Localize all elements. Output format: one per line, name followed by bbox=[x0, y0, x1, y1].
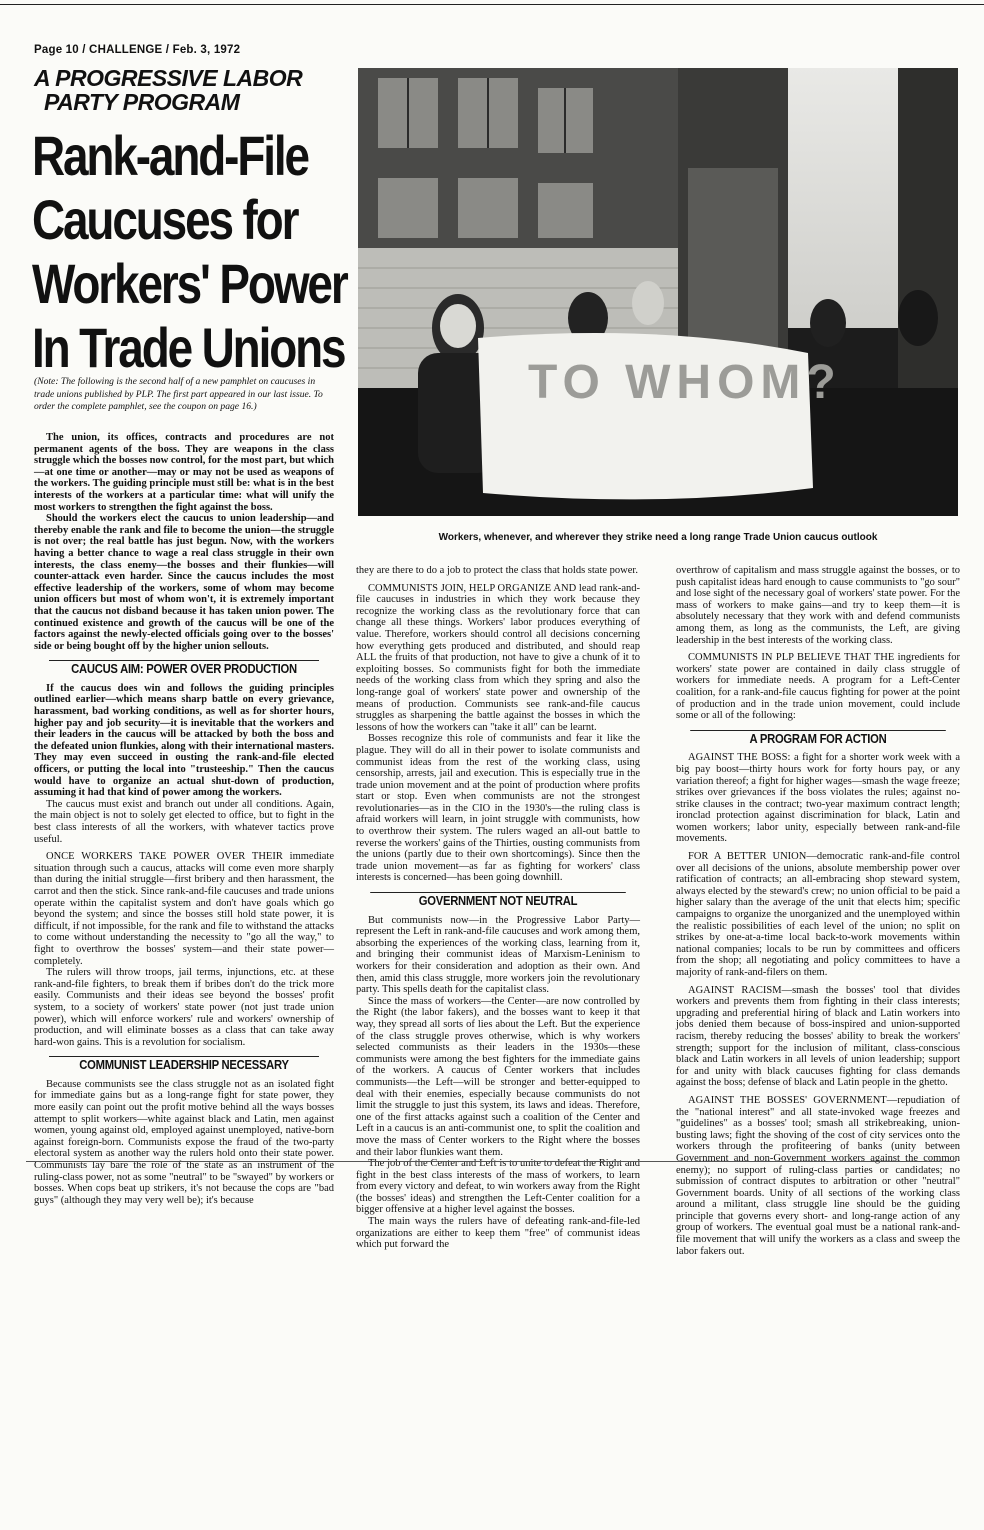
editor-note: (Note: The following is the second half of a new pamphlet on caucuses in trade unions published by PLP. The first part appeared in our last issue. To order the complete pamphlet, see the coupon on page 16.) bbox=[34, 376, 323, 413]
col1-paragraph: Because communists see the class struggle not as an isolated fight for immediate gains but as a long-range fight for state power, they more easily can point out the profit motive behind all the ways bosses attempt to split workers—white against black and Latin, men against women, young against old, employed against unemployed, native-born against foreign-born. Communists expose the fraud of the two-party electoral system as another way the rulers hold onto their state power. Communists lay bare the role of the state as an instrument of the ruling-class power, not as some "neutral" to be "swayed" by workers or bosses. When cops beat up strikers, it's not because the cops are "bad guys" (although they may very well be); it's because bbox=[34, 1078, 334, 1206]
col3-paragraph: AGAINST RACISM—smash the bosses' tool that divides workers and prevents them from fighting in their class interests; upgrading and preferential hiring of black and Latin workers into jobs denied them because of boss-inspired and union-supported racism, thereby reducing the bosses' ability to break the workers' strength; support for the inclusion of militant, class-conscious black and Latin workers in all levels of union leadership; support for and unity with black caucuses fighting for class demands against the boss; defense of black and Latin people in the ghetto. bbox=[676, 984, 960, 1089]
col2-paragraph: Since the mass of workers—the Center—are now controlled by the Right (the labor fakers), and the bosses want to keep it that way, they spread all sorts of lies about the Left. But the experience of the class struggle proves otherwise, which is why workers selected communists as their leaders in the 1930s—these communists were among the best fighters for the immediate gains of the workers. A caucus of Center workers that includes communists—the Left—will be stronger and better-equipped to deal with their enemies, especially because communists do not limit the struggle to just this system, its laws and ideas. Therefore, one of the first attacks against such a coalition of the Center and Left in a caucus is an anti-communist one, to split the coalition and move the mass of Center workers to the Right where the bosses and their labor flunkies want them. bbox=[356, 995, 640, 1158]
col2-paragraph: COMMUNISTS JOIN, HELP ORGANIZE AND lead rank-and-file caucuses in industries in which they work because they recognize the working class as the revolutionary force that can change all these things. Workers' labor produces everything of value. Therefore, workers should control all decisions concerning how everything gets produced and distributed, and should reap ALL the fruits of that production, not have to give a chunk of it to exploiting bosses. So communists fight for both the immediate needs of the working class from which they spring and also the long-range goal of workers' state power and ownership of the means of production. Communists see rank-and-file caucus struggles as sharpening the battle against the bosses in which the lessons of how the workers can "take it all" can be learnt. bbox=[356, 582, 640, 733]
col1-paragraph: The union, its offices, contracts and procedures are not permanent agents of the boss. They are weapons in the class struggle which the bosses now control, for the most part, but which—at one time or another—may or may not be used as weapons of the workers. The guiding principle must still be: what is in the best interests of the workers at a particular time: what will unify the most workers to strengthen the fight against the boss. bbox=[34, 432, 334, 513]
subhead-caucus-aim: CAUCUS AIM: POWER OVER PRODUCTION bbox=[49, 660, 319, 676]
col3-paragraph: AGAINST THE BOSS: a fight for a shorter work week with a big pay boost—thirty hours work for forty hours pay, or any variation thereof; a fight for higher wages—smash the wage freeze; strikes over grievances if the boss violates the rules; against no-strike clauses in the contract; two-year maximum contract length; ironclad protection against discrimination for black, Latin and women workers; labor unity, especially between rank-and-file movements. bbox=[676, 752, 960, 845]
subhead-government-not-neutral: GOVERNMENT NOT NEUTRAL bbox=[370, 892, 626, 908]
col2-paragraph: The main ways the rulers have of defeating rank-and-file-led organizations are either to keep them "free" of communist ideas which put forward the bbox=[356, 1216, 640, 1251]
col2-paragraph: Bosses recognize this role of communists and fear it like the plague. They will do all in their power to isolate communists and communist ideas from the rest of the working class, using censorship, arrests, jail and execution. This is especially true in the trade union movement and at the point of production where profits start or stop. Even when communists are not the strongest revolutionaries—as in the CIO in the 1930's—the ruling class is afraid workers will learn, in joint struggle with communists, how to overthrow their system. The rulers waged an all-out battle to reverse the workers' gains of the Thirties, ousting communists from the unions (partly due to their own shortcomings). Since then the trade union movement—as far as fighting for workers' class interests is concerned—has been going downhill. bbox=[356, 733, 640, 884]
kicker-line-2: PARTY PROGRAM bbox=[44, 89, 240, 115]
main-headline bbox=[32, 124, 347, 380]
headline-line-4: In Trade Unions bbox=[32, 316, 345, 379]
headline-line-2: Caucuses for bbox=[32, 188, 298, 251]
column-1 bbox=[34, 432, 334, 1206]
col3-paragraph: COMMUNISTS IN PLP BELIEVE THAT THE ingredients for workers' state power are contained in daily class struggle of workers for immediate needs. A program for a Left-Center coalition, for a rank-and-file caucus fighting for power at the point of production and in the trade union movement, could include some or all of the following: bbox=[676, 652, 960, 722]
col3-paragraph: FOR A BETTER UNION—democratic rank-and-file control over all decisions of the unions, absolute membership power over ratification of contracts; an all-embracing shop steward system, always elected by the steward's crew; no union official to be paid a higher salary than the average of the unit that elects him; specific campaigns to organize the unorganized and the unemployed within the realistic possibilities of each level of the union; no split on strikes by one-at-a-time local back-to-work movements within national companies; locals to be run by committees and officers from the shop; all negotiating and policy committees to have a majority of rank-and-filers on them. bbox=[676, 851, 960, 978]
col2-paragraph: But communists now—in the Progressive Labor Party—represent the Left in rank-and-file caucuses and work among them, absorbing the experiences of the working class, learning from it, and bringing their communist ideas of Marxism-Leninism to workers for their consideration and adoption as their own. And then, amid this class struggle, more workers join the revolutionary party. This spells death for the capitalist class. bbox=[356, 914, 640, 996]
strike-photo bbox=[358, 68, 958, 516]
bottom-rule bbox=[26, 1161, 956, 1162]
col1-paragraph: If the caucus does win and follows the guiding principles outlined earlier—which means sharp battle on every grievance, harassment, bad working conditions, as well as for shorter hours, higher pay and job security—it is inevitable that the workers and their leaders in the caucus will be attacked by both the boss and the defeated union flunkies, along with their international masters. They may even succeed in ousting the rank-and-file elected officers, or putting the local into "trusteeship." Then the caucus would have to organize an actual shut-down of production, assuming it had that kind of power among the workers. bbox=[34, 682, 334, 799]
subhead-communist-leadership: COMMUNIST LEADERSHIP NECESSARY bbox=[49, 1056, 319, 1072]
banner-text: TO WHOM? bbox=[528, 356, 842, 409]
col3-paragraph: AGAINST THE BOSSES' GOVERNMENT—repudiation of the "national interest" and all state-invoked wage freezes and "guidelines" as a bosses' tool; smash all strikebreaking, union-busting laws; fight the shoving of the cost of city services onto the workers through the profiteering of banks (unity between Government and non-Government workers against the common enemy); no support of ruling-class parties or candidates; no submission of contract disputes to arbitration or other "neutral" Government boards. Unity of all sections of the working class around a militant, class struggle line should be the guiding principle that governs every short- and long-range action of any group of workers. The eventual goal must be a national rank-and-file movement that will unify the workers as a class and sweep the labor fakers out. bbox=[676, 1094, 960, 1257]
col2-paragraph: The job of the Center and Left is to unite to defeat the Right and fight in the best class interests of the mass of workers, to learn from every victory and defeat, to win workers away from the Right (the bosses' ideas) and strengthen the Left-Center coalition for a bigger offensive at a higher level against the bosses. bbox=[356, 1158, 640, 1216]
subhead-program-for-action: A PROGRAM FOR ACTION bbox=[690, 730, 946, 746]
col1-paragraph: The rulers will throw troops, jail terms, injunctions, etc. at these rank-and-file fighters, to break them if bribes don't do the trick more easily. Communists and their ideas see beyond the bosses' profit system, to a society of workers' state power (not just trade union power), which will enforce workers' rule and workers' ownership of production, and will eliminate bosses as a class that can take away hard-won gains. This is a revolution for socialism. bbox=[34, 967, 334, 1048]
col1-paragraph: The caucus must exist and branch out under all conditions. Again, the main object is not to solely get elected to office, but to fight in the best class interests of all the workers, with whatever tactics prove useful. bbox=[34, 798, 334, 845]
top-rule bbox=[0, 4, 984, 5]
col1-paragraph: ONCE WORKERS TAKE POWER OVER THEIR immediate situation through such a caucus, attacks will come even more sharply than during the initial struggle—first bribery and then harassment, the carrot and then the stick. Since rank-and-file caucuses and trade unions operate within the capitalist system and don't have goals which go beyond the system; and since the bosses still hold state power, it is difficult, if not impossible, for the rank and file to withstand the attacks to come without understanding the necessity to "go all the way," to fight to overthrow the bosses' system—and their state power—completely. bbox=[34, 851, 334, 967]
col3-paragraph: overthrow of capitalism and mass struggle against the bosses, or to push capitalist ideas hard enough to cause communists to "go sour" and lose sight of the necessary goal of workers' state power. For the mass of workers to make gains—and try to keep them—it is absolutely necessary that they work with and defend communists among them, as long as the communists, the Left, are giving leadership in the best interests of the working class. bbox=[676, 565, 960, 646]
program-kicker bbox=[34, 66, 334, 114]
page-masthead: Page 10 / CHALLENGE / Feb. 3, 1972 bbox=[34, 44, 241, 56]
column-3 bbox=[676, 565, 960, 1257]
photo-caption: Workers, whenever, and wherever they strike need a long range Trade Union caucus outlook bbox=[438, 532, 878, 543]
col2-paragraph: they are there to do a job to protect the class that holds state power. bbox=[356, 565, 638, 576]
headline-line-3: Workers' Power bbox=[32, 252, 347, 315]
col1-paragraph: Should the workers elect the caucus to union leadership—and thereby enable the rank and file to become the union—the struggle is not over; the real battle has just begun. Now, with the workers having a better chance to wage a real class struggle in their own interests, the class enemy—the bosses and their flunkies—will counter-attack even harder. Since the caucus includes the most effective leadership of the workers, some of whom may become union officers but most of whom won't, it is extremely important that the caucus not disband because it has taken union power. The continued existence and growth of the caucus will be one of the factors against the newly-elected officials going over to the bosses' side or being bought off by the higher union sellouts. bbox=[34, 513, 334, 652]
strike-photo-image bbox=[358, 68, 958, 516]
column-2 bbox=[356, 565, 640, 1251]
headline-line-1: Rank-and-File bbox=[32, 124, 308, 187]
kicker-line-1: A PROGRESSIVE LABOR bbox=[34, 65, 303, 91]
